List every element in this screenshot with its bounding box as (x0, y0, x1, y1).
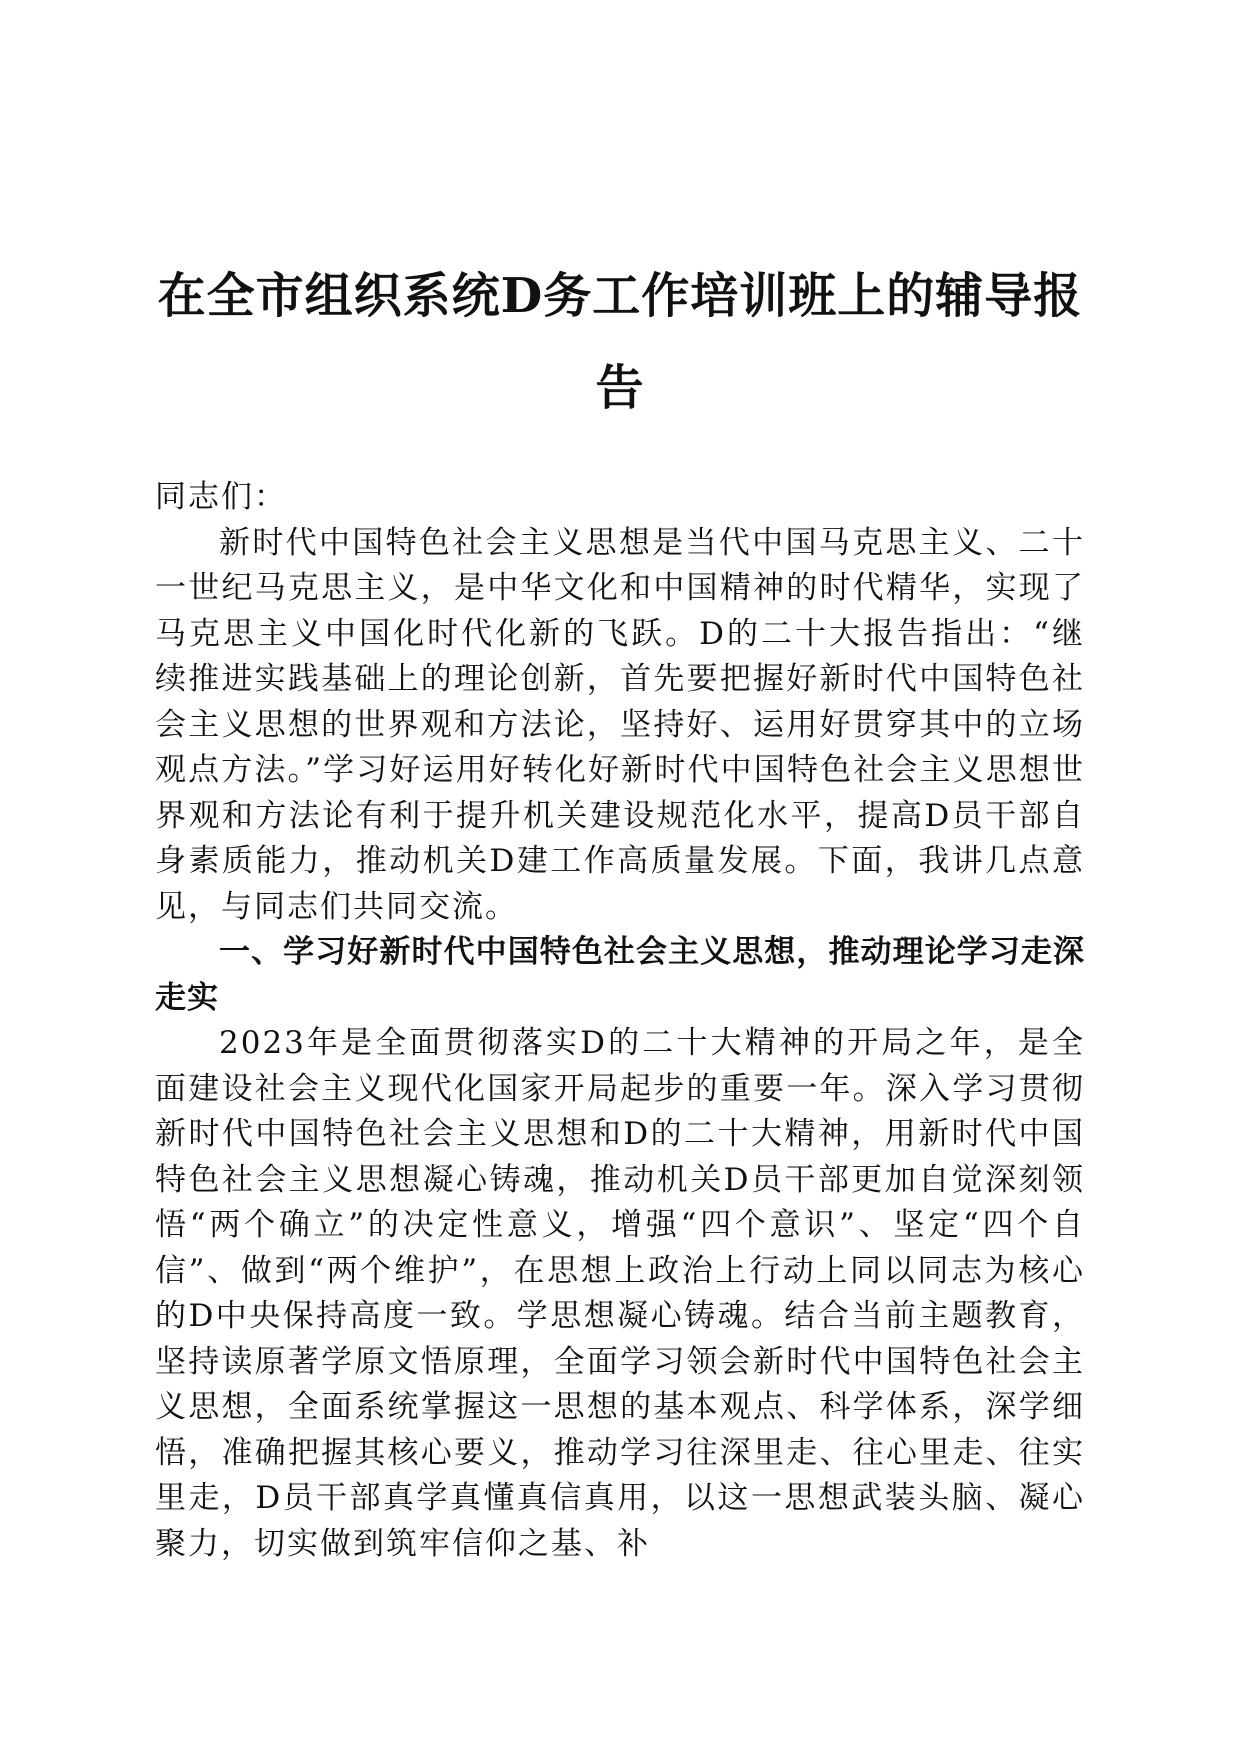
paragraph-intro: 新时代中国特色社会主义思想是当代中国马克思主义、二十一世纪马克思主义，是中华文化和中国精神的时代精华，实现了马克思主义中国化时代化新的飞跃。D的二十大报告指出：“继续推进实践基础上的理论创新，首先要把握好新时代中国特色社会主义思想的世界观和方法论，坚持好、运用好贯穿其中的立场观点方法。”学习好运用好转化好新时代中国特色社会主义思想世界观和方法论有利于提升机关建设规范化水平，提高D员干部自身素质能力，推动机关D建工作高质量发展。下面，我讲几点意见，与同志们共同交流。 (155, 524, 1085, 925)
document-title: 在全市组织系统D务工作培训班上的辅导报告 (157, 268, 1083, 416)
section-heading-1: 一、学习好新时代中国特色社会主义思想，推动理论学习走深走实 (155, 934, 1085, 1016)
salutation: 同志们： (155, 479, 287, 515)
paragraph-section-1: 2023年是全面贯彻落实D的二十大精神的开局之年，是全面建设社会主义现代化国家开局起步的重要一年。深入学习贯彻新时代中国特色社会主义思想和D的二十大精神，用新时代中国特色社会主义思想凝心铸魂，推动机关D员干部更加自觉深刻领悟“两个确立”的决定性意义，增强“四个意识”、坚定“四个自信”、做到“两个维护”，在思想上政治上行动上同以同志为核心的D中央保持高度一致。学思想凝心铸魂。结合当前主题教育，坚持读原著学原文悟原理，全面学习领会新时代中国特色社会主义思想，全面系统掌握这一思想的基本观点、科学体系，深学细悟，准确把握其核心要义，推动学习往深里走、往心里走、往实里走，D员干部真学真懂真信真用，以这一思想武装头脑、凝心聚力，切实做到筑牢信仰之基、补 (155, 1025, 1085, 1562)
document-body (155, 475, 1085, 1567)
